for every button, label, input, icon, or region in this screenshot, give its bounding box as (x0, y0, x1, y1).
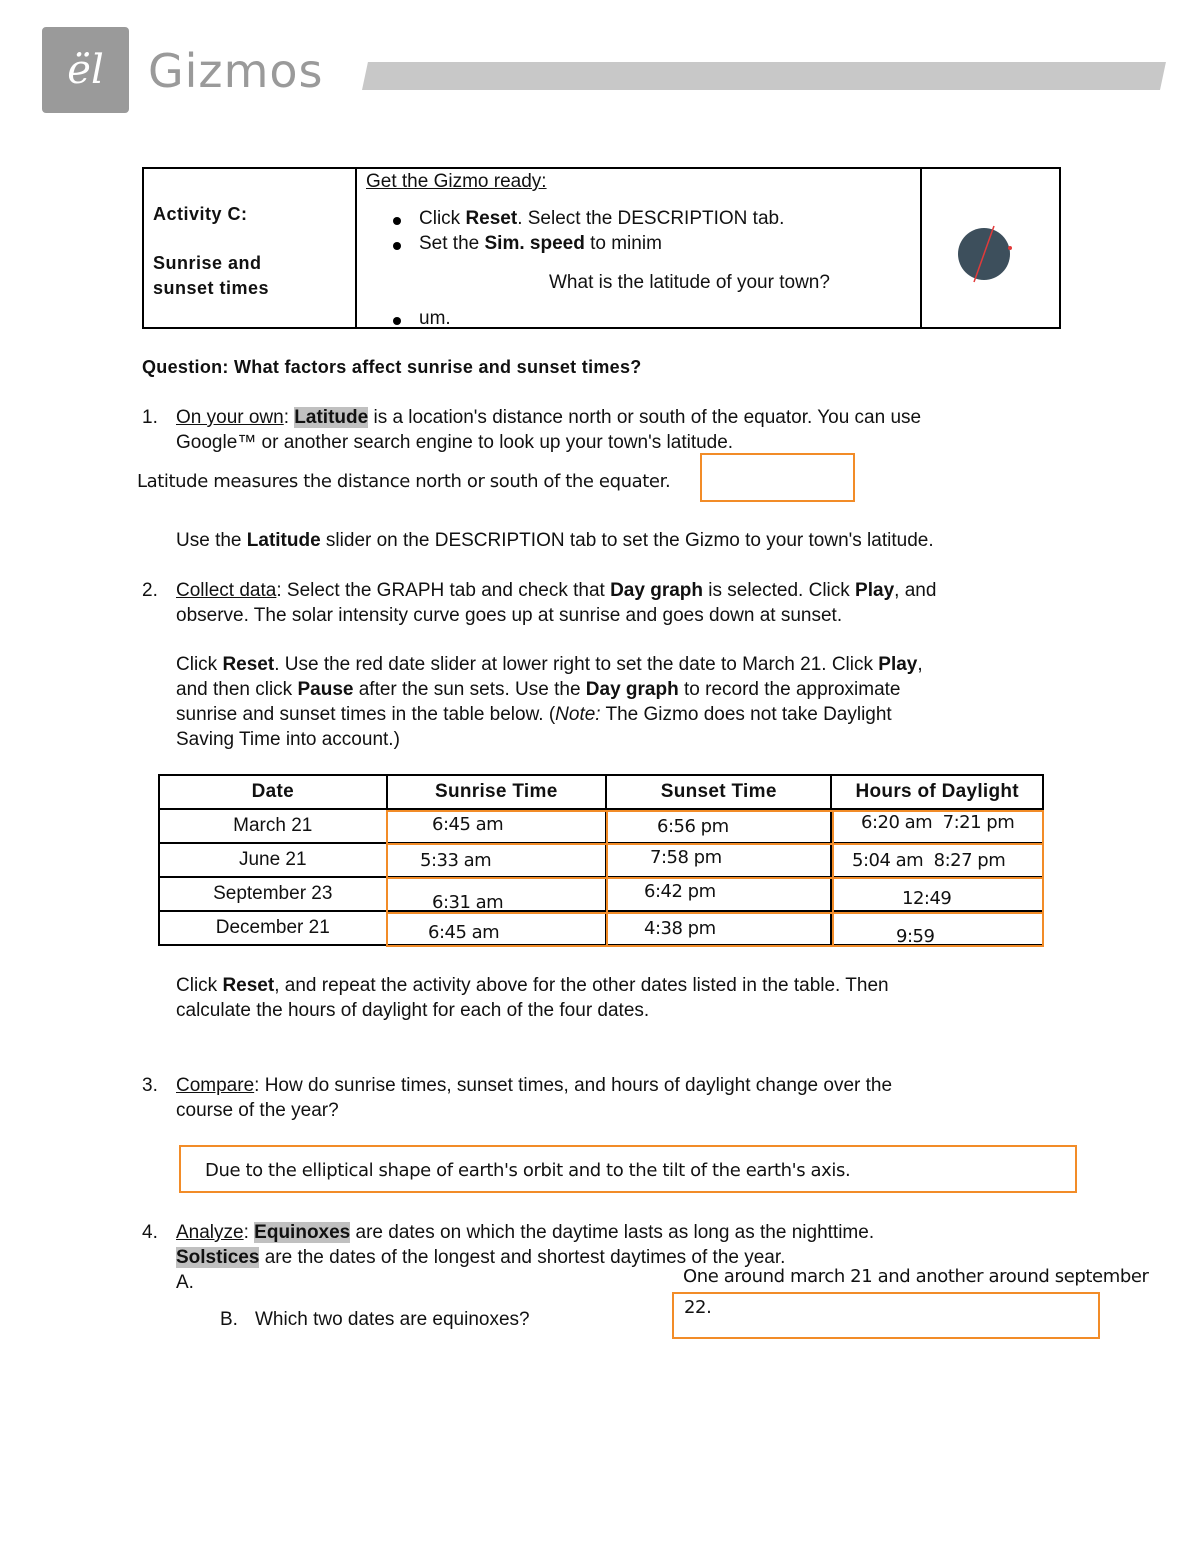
q4-line2: Solstices are the dates of the longest and shortest daytimes of the year. (176, 1247, 786, 1268)
gizmo-ready-label: Get the Gizmo ready: (366, 171, 547, 192)
sunset-value[interactable]: 6:42 pm (644, 881, 716, 902)
sunrise-value[interactable]: 6:31 am (432, 892, 504, 913)
sunrise-value[interactable]: 5:33 am (420, 850, 492, 871)
activity-subtitle-1: Sunrise and (153, 253, 262, 273)
q4-b-question: Which two dates are equinoxes? (255, 1309, 530, 1330)
q4-number: 4. (142, 1222, 158, 1243)
q3-answer[interactable]: Due to the elliptical shape of earth's orbit and to the tilt of the earth's axis. (205, 1160, 851, 1181)
hours-value[interactable]: 6:20 am 7:21 pm (861, 812, 1015, 833)
date-cell: December 21 (159, 911, 387, 945)
hours-value[interactable]: 12:49 (902, 888, 952, 909)
q1-number: 1. (142, 407, 158, 428)
q2-line1: Collect data: Select the GRAPH tab and check that Day graph is selected. Click Play, and (176, 580, 937, 601)
sunrise-value[interactable]: 6:45 am (432, 814, 504, 835)
date-cell: June 21 (159, 843, 387, 877)
q2-para2-line1: Click Reset. Use the red date slider at lower right to set the date to March 21. Click Play, (176, 654, 923, 675)
hours-value[interactable]: 9:59 (896, 926, 935, 947)
gizmo-image-cell (920, 169, 922, 327)
activity-header-table (142, 167, 1061, 329)
instruction-bullet-1: Click Reset. Select the DESCRIPTION tab. (419, 208, 785, 229)
sunset-value[interactable]: 7:58 pm (650, 847, 722, 868)
q2-para2-line4: Saving Time into account.) (176, 729, 400, 750)
q1-line1: On your own: Latitude is a location's distance north or south of the equator. You can use (176, 407, 922, 428)
instruction-bullet-2: Set the Sim. speed to minim (419, 233, 662, 254)
header-sunrise: Sunrise Time (387, 775, 606, 809)
header-sunset: Sunset Time (606, 775, 831, 809)
q4-a-label: A. (176, 1272, 194, 1293)
header-bar (362, 62, 1166, 90)
q2-number: 2. (142, 580, 158, 601)
instruction-bullet-3: um. (419, 308, 451, 329)
q2-line2: observe. The solar intensity curve goes up at sunrise and goes down at sunset. (176, 605, 843, 626)
sunset-value[interactable]: 6:56 pm (657, 816, 729, 837)
q4-answer-line1[interactable]: One around march 21 and another around september (683, 1266, 1149, 1287)
brand-name: Gizmos (148, 44, 324, 98)
q4-line1: Analyze: Equinoxes are dates on which the daytime lasts as long as the nighttime. (176, 1222, 875, 1243)
q4-b-label: B. (220, 1309, 238, 1330)
repeat-instruction-line2: calculate the hours of daylight for each of the four dates. (176, 1000, 650, 1021)
latitude-answer-box[interactable] (700, 453, 855, 502)
latitude-question-overlay: What is the latitude of your town? (549, 272, 830, 293)
hours-value[interactable]: 5:04 am 8:27 pm (852, 850, 1006, 871)
date-cell: September 23 (159, 877, 387, 911)
activity-title-cell (144, 169, 357, 327)
sunset-value[interactable]: 4:38 pm (644, 918, 716, 939)
header-hours: Hours of Daylight (831, 775, 1043, 809)
logo-mark: ël (67, 47, 104, 93)
logo (42, 27, 129, 113)
repeat-instruction-line1: Click Reset, and repeat the activity above for the other dates listed in the table. Then (176, 975, 889, 996)
q4-answer-line2[interactable]: 22. (684, 1297, 712, 1318)
q3-line2: course of the year? (176, 1100, 339, 1121)
q1-answer: Latitude measures the distance north or south of the equater. (137, 471, 671, 492)
row-divider (386, 843, 1044, 845)
sunrise-value[interactable]: 6:45 am (428, 922, 500, 943)
header-date: Date (159, 775, 387, 809)
q1-line2: Google™ or another search engine to look up your town's latitude. (176, 432, 734, 453)
q2-para2-line2: and then click Pause after the sun sets. Use the Day graph to record the approximate (176, 679, 901, 700)
q1-slider-instruction: Use the Latitude slider on the DESCRIPTION tab to set the Gizmo to your town's latitude. (176, 530, 934, 551)
table-header-row (159, 775, 1043, 809)
q2-para2-line3: sunrise and sunset times in the table below. (Note: The Gizmo does not take Daylight (176, 704, 892, 725)
row-divider (386, 877, 1044, 879)
question-heading: Question: What factors affect sunrise and sunset times? (142, 357, 642, 377)
q4-answer-box[interactable] (672, 1292, 1100, 1339)
q3-line1: Compare: How do sunrise times, sunset times, and hours of daylight change over the (176, 1075, 893, 1096)
date-cell: March 21 (159, 809, 387, 843)
q3-number: 3. (142, 1075, 158, 1096)
activity-subtitle-2: sunset times (153, 278, 270, 298)
globe-icon (954, 224, 1014, 284)
activity-title: Activity C: (153, 204, 248, 224)
